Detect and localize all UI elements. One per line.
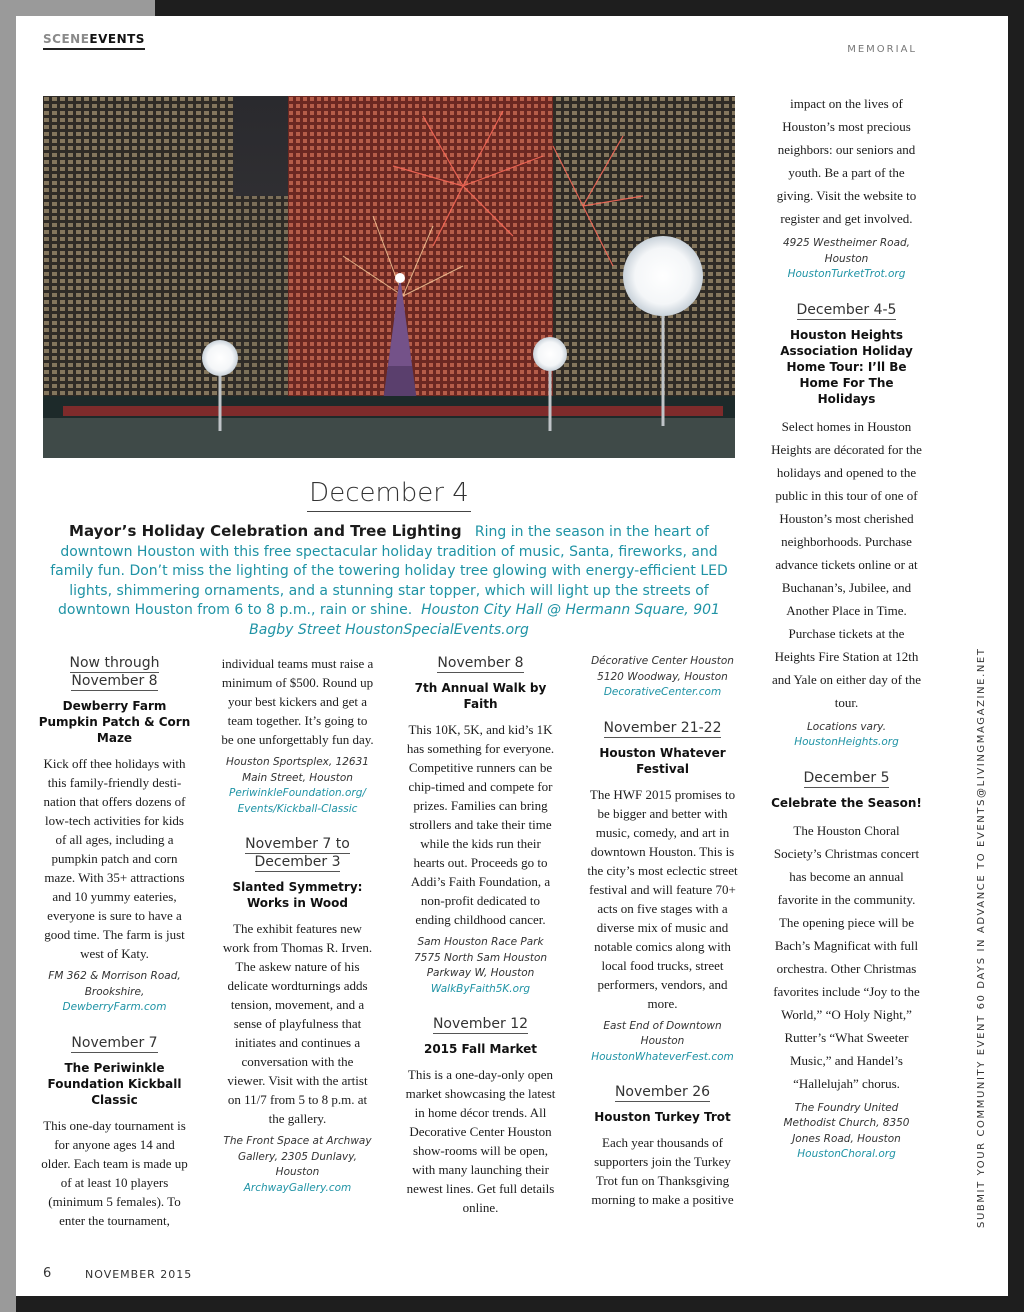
event-url[interactable]: HoustonTurketTrot.org — [787, 268, 906, 280]
feature-event — [45, 522, 733, 641]
event-date: December 4-5 — [796, 301, 897, 318]
brand-logo: SCENEEVENTS — [43, 32, 145, 50]
event-url[interactable]: HoustonWhateverFest.com — [591, 1050, 734, 1063]
event-body: Select homes in Houston Heights are décorated for the holidays and opened to the public in this tour of one of Houston’s most cherished neighborhoods. Purchase advance tickets online or at Buchanan’s, Jubilee, and Another Place in Time. Purchase tickets at the Heights Fire Station at 12th and Yale on either day of the tour. — [771, 418, 922, 710]
event-url[interactable]: PeriwinkleFoundation.org/ Events/Kickball-Classic — [229, 787, 366, 815]
event-date: December 5 — [803, 769, 890, 786]
event-title: The Periwinkle Foundation Kickball Classic — [47, 1060, 182, 1107]
frame-top-gray — [0, 0, 155, 16]
event-title: Houston Whatever Festival — [599, 745, 726, 776]
frame-top-dark — [155, 0, 1024, 16]
tree-lighting-photo — [43, 96, 735, 458]
event-date: Now through November 8 — [69, 655, 160, 689]
event-location: FM 362 & Morrison Road, Brookshire, DewberryFarm.com — [38, 969, 191, 1016]
event-location: Sam Houston Race Park 7575 North Sam Houston Parkway W, Houston WalkByFaith5K.org — [404, 935, 557, 997]
event-date: November 12 — [432, 1016, 529, 1032]
event-url[interactable]: WalkByFaith5K.org — [430, 982, 531, 995]
event-date: November 8 — [437, 655, 524, 671]
frame-left — [0, 0, 16, 1312]
event-body: Kick off thee holidays with this family-friendly desti-nation that offers dozens of low-tech activities for kids of all ages, including a pumpkin patch and corn maze. With 35+ attractions and 10 yummy eateries, everyone is sure to have a good time. The farm is just west of Katy. — [43, 756, 186, 961]
event-title: Houston Turkey Trot — [594, 1110, 731, 1124]
event-body: impact on the lives of Houston’s most precious neighbors: our seniors and youth. Be a part of the giving. Visit the website to register and get involved. — [776, 96, 917, 226]
feature-location[interactable]: Houston City Hall @ Hermann Square, 901 Bagby Street HoustonSpecialEvents.org — [249, 602, 720, 638]
event-location: The Foundry United Methodist Church, 8350 Jones Road, Houston HoustonChoral.org — [770, 1101, 923, 1163]
event-title: 2015 Fall Market — [423, 1042, 538, 1056]
event-title: Celebrate the Season! — [771, 795, 922, 810]
events-column-2 — [221, 654, 374, 1214]
event-body: Each year thousands of supporters join the Turkey Trot fun on Thanksgiving morning to make a positive — [591, 1135, 734, 1207]
event-url[interactable]: ArchwayGallery.com — [243, 1181, 352, 1194]
frame-bottom-gray — [0, 1296, 16, 1312]
events-column-4 — [586, 654, 739, 1215]
event-url[interactable]: DecorativeCenter.com — [603, 686, 722, 698]
event-body: This is a one-day-only open market showcasing the latest in home décor trends. All Decorative Center Houston show-rooms will be open, with many launching their newest lines. Get full details online. — [405, 1067, 556, 1215]
event-location: 4925 Westheimer Road, Houston HoustonTurketTrot.org — [782, 237, 911, 280]
issue-date: NOVEMBER 2015 — [85, 1268, 193, 1281]
event-date: November 7 to December 3 — [245, 836, 350, 870]
event-body: individual teams must raise a minimum of $500. Round up your best kickers and get a team together. It’s going to be one unforgettably fun day. — [221, 656, 374, 747]
event-title: Houston Heights Association Holiday Home Tour: I’ll Be Home For The Holidays — [780, 327, 913, 406]
events-column-1 — [38, 654, 191, 1236]
feature-title: Mayor’s Holiday Celebration and Tree Lighting — [69, 522, 462, 540]
event-location: Décorative Center Houston 5120 Woodway, Houston DecorativeCenter.com — [586, 654, 739, 701]
submission-note: SUBMIT YOUR COMMUNITY EVENT 60 DAYS IN ADVANCE TO EVENTS@LIVINGMAGAZINE.NET — [976, 647, 987, 1228]
event-location: Locations vary. HoustonHeights.org — [770, 720, 923, 751]
feature-date: December 4 — [43, 478, 735, 508]
event-body: This one-day tournament is for anyone ages 14 and older. Each team is made up of at least 10 players (minimum 5 females). To enter the tournament, — [41, 1117, 188, 1228]
feature-body: Ring in the season in the heart of downtown Houston with this free spectacular holiday tradition of music, Santa, fireworks, and family fun. Don’t miss the lighting of the towering holiday tree glowing with energy-efficient LED lights, shimmering ornaments, and a stunning star topper, which will light up the streets of downtown Houston from 6 to 8 p.m., rain or shine. — [50, 524, 728, 619]
page-number: 6 — [43, 1266, 52, 1281]
event-date: November 7 — [71, 1034, 158, 1051]
event-body: The HWF 2015 promises to be bigger and better with music, comedy, and art in downtown Houston. This is the city’s most eclectic street festival and will feature 70+ acts on five stages with a diverse mix of music and notable comics along with local food trucks, street performers, vendors, and more. — [587, 786, 738, 1011]
event-location: The Front Space at Archway Gallery, 2305 Dunlavy, Houston ArchwayGallery.com — [221, 1134, 374, 1196]
event-title: Slanted Symmetry: Works in Wood — [232, 880, 363, 910]
event-url[interactable]: DewberryFarm.com — [62, 1001, 167, 1013]
event-body: This 10K, 5K, and kid’s 1K has something for everyone. Competitive runners can be chip-timed and compete for prizes. Families can bring strollers and take their time while the kids run their hearts out. Proceeds go to Addi’s Faith Foundation, a non-profit dedicated to ending childhood cancer. — [406, 722, 555, 927]
event-url[interactable]: HoustonHeights.org — [794, 736, 899, 748]
event-location: Houston Sportsplex, 12631 Main Street, Houston PeriwinkleFoundation.org/ Events/Kickball-Classic — [221, 755, 374, 817]
event-body: The exhibit features new work from Thomas R. Irven. The askew nature of his delicate wordturnings adds tension, movement, and a sense of playfulness that initiates and continues a conversation with the viewer. Visit with the artist on 11/7 from 5 to 8 p.m. at the gallery. — [222, 921, 373, 1126]
event-url[interactable]: HoustonChoral.org — [797, 1148, 896, 1160]
events-column-3 — [404, 654, 557, 1223]
events-column-5 — [770, 92, 923, 1181]
event-title: 7th Annual Walk by Faith — [414, 681, 547, 711]
frame-bottom — [0, 1296, 1024, 1312]
frame-right — [1008, 0, 1024, 1312]
event-location: East End of Downtown Houston HoustonWhateverFest.com — [586, 1019, 739, 1066]
event-title: Dewberry Farm Pumpkin Patch & Corn Maze — [38, 699, 191, 745]
event-body: The Houston Choral Society’s Christmas concert has become an annual favorite in the community. The opening piece will be Bach’s Magnificat with full orchestra. Other Christmas favorites include “Joy to the World,” “O Holy Night,” Rutter’s “What Sweeter Music,” and Handel’s “Hallelujah” chorus. — [773, 822, 920, 1091]
section-label: MEMORIAL — [847, 44, 917, 55]
event-date: November 26 — [614, 1084, 711, 1100]
event-date: November 21-22 — [603, 719, 722, 736]
